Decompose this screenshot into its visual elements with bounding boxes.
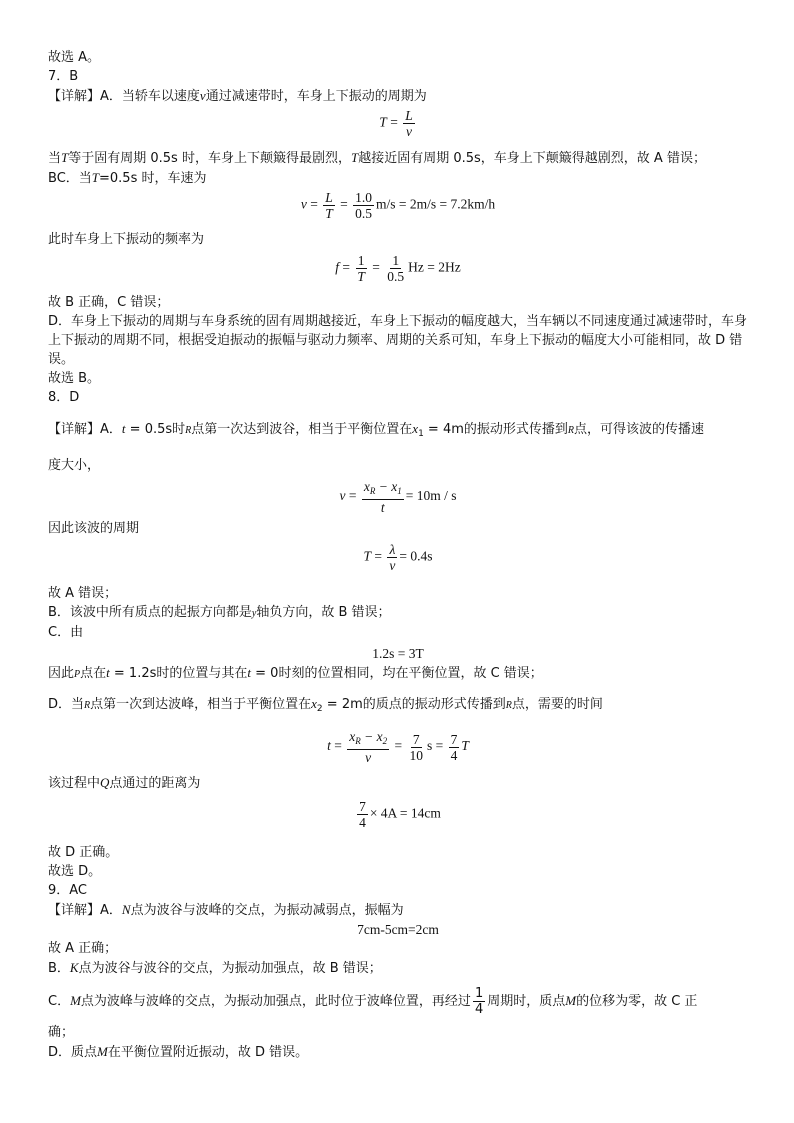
var: x bbox=[311, 696, 317, 711]
fraction bbox=[403, 108, 415, 139]
subscript: 2 bbox=[316, 704, 323, 714]
numerator: 1 bbox=[392, 253, 400, 268]
fraction bbox=[449, 732, 460, 763]
explanation-line: 故 A 错误； bbox=[48, 586, 118, 601]
numerator: 7 bbox=[450, 731, 458, 747]
denominator: v bbox=[405, 124, 412, 139]
denominator: T bbox=[357, 269, 365, 284]
text: = 0 bbox=[251, 666, 279, 681]
text: 点通过的距离为 bbox=[109, 776, 201, 791]
explanation-line: 故 B 正确，C 错误； bbox=[48, 295, 170, 310]
text: 点在 bbox=[80, 666, 107, 681]
text: 点，可得该波的传播速 bbox=[574, 422, 705, 437]
var: t bbox=[106, 665, 110, 680]
var: T bbox=[379, 114, 387, 130]
question-8-answer: 8．D bbox=[48, 390, 80, 405]
equation-periods: 1.2s = 3T bbox=[372, 646, 424, 661]
text: 【详解】A． bbox=[48, 422, 122, 437]
fraction bbox=[355, 253, 367, 284]
answer-line: 故选 A。 bbox=[48, 50, 101, 65]
text: − x bbox=[360, 729, 383, 744]
text: = 0.5s bbox=[125, 422, 173, 437]
var: v bbox=[300, 196, 307, 212]
text: 时的位置与其在 bbox=[156, 666, 248, 681]
denominator: t bbox=[380, 500, 385, 515]
equation-wave-period: T = $\frac{\lambda}{v}$ = 0.4s bbox=[363, 542, 433, 573]
equation-distance bbox=[48, 799, 748, 839]
text: 的位移为零，故 C 正 bbox=[576, 994, 698, 1009]
text: 时 bbox=[172, 422, 186, 437]
denominator: 0.5 bbox=[355, 206, 372, 221]
text: D．当 bbox=[48, 697, 85, 712]
text: 时刻的位置相同，均在平衡位置，故 C 错误； bbox=[278, 666, 543, 681]
var: y bbox=[251, 608, 257, 619]
fraction bbox=[323, 190, 335, 221]
unit: s bbox=[426, 738, 433, 754]
fraction bbox=[362, 479, 404, 515]
text: =0.5s 时，车速为 bbox=[99, 171, 207, 186]
subscript: 1 bbox=[418, 429, 424, 439]
var: t bbox=[327, 738, 331, 754]
var: M bbox=[565, 993, 577, 1008]
text: 在平衡位置附近振动，故 D 错误。 bbox=[107, 1045, 309, 1060]
text: 点为波谷与波谷的交点，为振动加强点，故 B 错误； bbox=[78, 961, 382, 976]
explanation-line: 故 A 正确； bbox=[48, 941, 118, 956]
text: = 0.4s bbox=[399, 548, 433, 564]
denominator: v bbox=[365, 750, 372, 765]
var: K bbox=[69, 960, 79, 975]
var: R bbox=[505, 700, 512, 711]
text: 【详解】A．当轿车以速度 bbox=[48, 89, 200, 104]
text: m/s = 2m/s = 7.2km/h bbox=[376, 196, 496, 212]
equation-frequency: f = $\frac{1}{T}$ = $\frac{1}{0.5}$ Hz = 2Hz bbox=[335, 253, 461, 284]
numerator: 1 bbox=[474, 986, 484, 1001]
text: = 2m bbox=[322, 697, 363, 712]
explanation-line: 此时车身上下振动的频率为 bbox=[48, 232, 205, 247]
var: x bbox=[349, 729, 356, 744]
equation-amplitude: 7cm-5cm=2cm bbox=[357, 922, 439, 937]
fraction bbox=[353, 190, 374, 221]
question-9-answer: 9．AC bbox=[48, 883, 88, 898]
text: 周期时，质点 bbox=[487, 994, 566, 1009]
explanation-line bbox=[48, 663, 748, 684]
explanation-line bbox=[48, 900, 748, 920]
var: t bbox=[121, 421, 126, 436]
equation-speed: v = $\frac{L}{T}$ = $\frac{1.0}{0.5}$ m/s = 2m/s = 7.2km/h bbox=[300, 190, 496, 221]
subscript: 2 bbox=[382, 736, 388, 746]
var: R bbox=[84, 700, 91, 711]
numerator: L bbox=[405, 108, 413, 123]
denominator: 0.5 bbox=[387, 269, 405, 284]
explanation-line bbox=[48, 603, 748, 623]
var: T bbox=[461, 738, 469, 754]
text: × 4A = 14cm bbox=[369, 805, 441, 821]
var: P bbox=[74, 669, 81, 680]
var: x bbox=[363, 479, 370, 494]
numerator: 7 bbox=[412, 731, 420, 747]
text: 点为波谷与波峰的交点，为振动减弱点，振幅为 bbox=[130, 903, 404, 918]
text: 该过程中 bbox=[48, 776, 101, 791]
subscript: R bbox=[369, 486, 376, 496]
var: T bbox=[61, 150, 69, 165]
var: v bbox=[199, 88, 206, 103]
text: D．质点 bbox=[48, 1045, 98, 1060]
var: x bbox=[412, 421, 419, 436]
explanation-line bbox=[48, 148, 748, 168]
explanation-line bbox=[48, 1042, 748, 1062]
answer-line: 故选 D。 bbox=[48, 864, 102, 879]
explanation-line bbox=[48, 419, 748, 444]
equation-wave-speed: v = $\frac{x_R - x_1}{t}$ = 10m / s bbox=[339, 479, 457, 515]
denominator: T bbox=[325, 206, 333, 221]
fraction bbox=[357, 799, 368, 830]
explanation-line bbox=[48, 958, 748, 978]
explanation-line: 确； bbox=[48, 1025, 75, 1040]
text: 的振动形式传播到 bbox=[463, 422, 568, 437]
text: 点为波峰与波峰的交点，为振动加强点，此时位于波峰位置，再经过 bbox=[80, 994, 471, 1009]
fraction bbox=[473, 986, 485, 1017]
numerator: 1.0 bbox=[355, 190, 372, 205]
var: v bbox=[339, 488, 346, 504]
answer-page bbox=[48, 48, 748, 1062]
denominator: v bbox=[389, 558, 396, 573]
text: = 4m bbox=[423, 422, 464, 437]
explanation-line: C．由 bbox=[48, 625, 84, 640]
var: M bbox=[70, 993, 81, 1008]
explanation-line bbox=[48, 86, 748, 106]
text: − x bbox=[375, 479, 398, 494]
answer-line: 故选 B。 bbox=[48, 371, 101, 386]
numerator bbox=[362, 479, 404, 500]
explanation-paragraph: D．车身上下振动的周期与车身系统的固有周期越接近，车身上下振动的幅度越大，当车辆以不同速度通过减速带时，车身上下振动的周期不同，根据受迫振动的振幅与驱动力频率、周期的关系可知，车身上下振动的幅度大小可能相同，故 D 错误。 bbox=[48, 314, 748, 367]
var: T bbox=[91, 170, 100, 185]
var: M bbox=[97, 1044, 108, 1059]
text: = bbox=[386, 114, 402, 130]
text: 轴负方向，故 B 错误； bbox=[256, 605, 391, 620]
numerator: L bbox=[325, 190, 333, 205]
numerator: 1 bbox=[357, 253, 365, 268]
numerator: 7 bbox=[359, 799, 366, 814]
equation-period bbox=[48, 108, 748, 144]
text: 因此 bbox=[48, 666, 75, 681]
numerator: λ bbox=[389, 542, 396, 557]
var: T bbox=[363, 548, 371, 564]
text: 越接近固有周期 0.5s，车身上下颠簸得越剧烈，故 A 错误； bbox=[358, 151, 706, 166]
explanation-line bbox=[48, 986, 748, 1017]
explanation-line bbox=[48, 694, 748, 719]
text: = 10m / s bbox=[405, 488, 457, 504]
explanation-line: 度大小， bbox=[48, 458, 101, 473]
explanation-line bbox=[48, 773, 748, 793]
equation-time: t = $\frac{x_R - x_2}{v}$ = $\frac{7}{10}$ s = $\frac{7}{4}$ T bbox=[327, 729, 469, 765]
text: 通过减速带时，车身上下振动的周期为 bbox=[205, 89, 427, 104]
text: 当 bbox=[48, 151, 62, 166]
text: = 1.2s bbox=[109, 666, 157, 681]
text: 等于固有周期 0.5s 时，车身上下颠簸得最剧烈， bbox=[68, 151, 351, 166]
subscript: 1 bbox=[397, 486, 402, 496]
denominator: 4 bbox=[359, 815, 366, 830]
explanation-line: 故 D 正确。 bbox=[48, 845, 119, 860]
var: R bbox=[185, 425, 192, 436]
var: N bbox=[121, 902, 131, 917]
fraction bbox=[387, 542, 397, 573]
numerator bbox=[347, 729, 389, 750]
text: 点第一次到达波峰，相当于平衡位置在 bbox=[90, 697, 312, 712]
var: t bbox=[247, 665, 252, 680]
text: C． bbox=[48, 994, 71, 1009]
text: 点第一次达到波谷，相当于平衡位置在 bbox=[191, 422, 413, 437]
denominator: 10 bbox=[409, 747, 423, 763]
fraction bbox=[385, 253, 406, 284]
fraction bbox=[407, 732, 425, 763]
text: 点，需要的时间 bbox=[511, 697, 603, 712]
subscript: R bbox=[355, 736, 361, 746]
denominator: 4 bbox=[450, 747, 458, 763]
text: Hz = 2Hz bbox=[408, 259, 461, 275]
var: f bbox=[335, 259, 339, 275]
text: BC．当 bbox=[48, 171, 92, 186]
explanation-line bbox=[48, 168, 748, 188]
text: 【详解】A． bbox=[48, 903, 122, 918]
var: Q bbox=[100, 775, 110, 790]
explanation-line: 因此该波的周期 bbox=[48, 521, 140, 536]
var: T bbox=[350, 150, 359, 165]
text: B．该波中所有质点的起振方向都是 bbox=[48, 605, 252, 620]
denominator: 4 bbox=[474, 1002, 484, 1017]
var: R bbox=[567, 425, 575, 436]
text: 的质点的振动形式传播到 bbox=[362, 697, 506, 712]
fraction bbox=[347, 729, 389, 765]
question-7-answer: 7．B bbox=[48, 69, 79, 84]
text: B． bbox=[48, 961, 70, 976]
